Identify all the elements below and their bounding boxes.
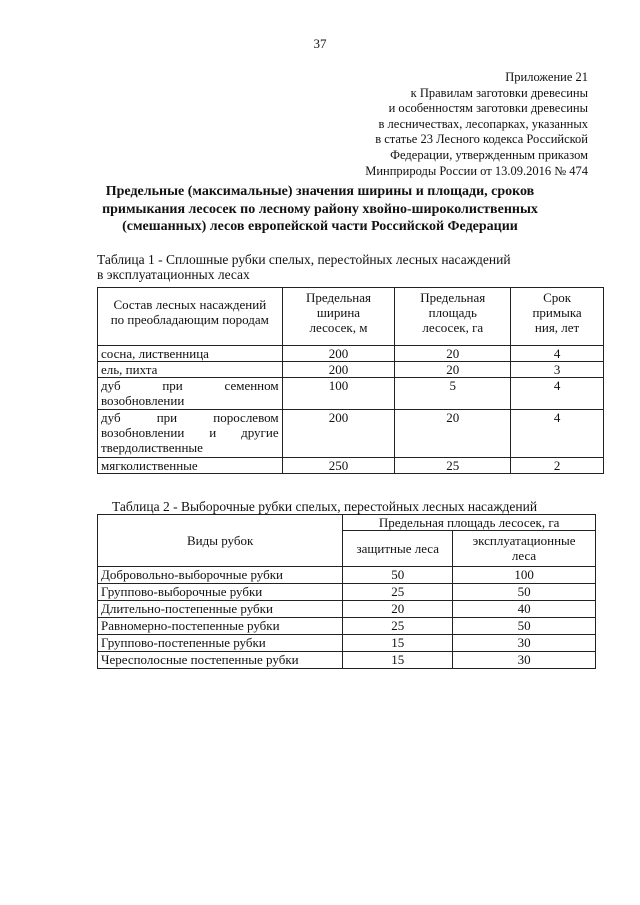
header-limit-area: Предельная площадь лесосек, га xyxy=(343,515,596,531)
header-area: Предельная площадь лесосек, га xyxy=(395,288,511,346)
protective-cell: 15 xyxy=(343,652,453,669)
header-cutting-types: Виды рубок xyxy=(98,515,343,567)
species-cell: мягколиственные xyxy=(98,458,283,474)
width-cell: 200 xyxy=(282,410,395,458)
operational-cell: 40 xyxy=(453,601,596,618)
protective-cell: 25 xyxy=(343,618,453,635)
cutting-type-cell: Группово-выборочные рубки xyxy=(98,584,343,601)
area-cell: 20 xyxy=(395,410,511,458)
operational-cell: 50 xyxy=(453,618,596,635)
species-cell: сосна, лиственница xyxy=(98,346,283,362)
operational-cell: 30 xyxy=(453,635,596,652)
table-selective-cutting xyxy=(97,514,596,669)
appendix-note xyxy=(365,70,588,179)
species-cell: дуб при порослевом возобновлении и другие твердолиственные xyxy=(98,410,283,458)
area-cell: 25 xyxy=(395,458,511,474)
table-clear-cutting xyxy=(97,287,604,474)
table1-header-row xyxy=(98,288,604,346)
term-cell: 4 xyxy=(511,410,604,458)
width-cell: 250 xyxy=(282,458,395,474)
table1-caption-line: в эксплуатационных лесах xyxy=(97,267,250,282)
area-cell: 5 xyxy=(395,378,511,410)
appendix-line: и особенностям заготовки древесины xyxy=(388,101,588,116)
table-row xyxy=(98,410,604,458)
table-row xyxy=(98,635,596,652)
table-row xyxy=(98,567,596,584)
term-cell: 3 xyxy=(511,362,604,378)
table2-caption: Таблица 2 - Выборочные рубки спелых, перестойных лесных насаждений xyxy=(112,499,538,514)
appendix-line: Приложение 21 xyxy=(505,70,588,84)
page-number: 37 xyxy=(313,36,327,51)
appendix-line: Минприроды России от 13.09.2016 № 474 xyxy=(365,163,588,178)
document-title xyxy=(90,183,550,236)
width-cell: 200 xyxy=(282,362,395,378)
species-cell: ель, пихта xyxy=(98,362,283,378)
appendix-line: в лесничествах, лесопарках, указанных xyxy=(378,116,588,131)
term-cell: 4 xyxy=(511,378,604,410)
operational-cell: 100 xyxy=(453,567,596,584)
table-row xyxy=(98,618,596,635)
area-cell: 20 xyxy=(395,362,511,378)
table1-caption xyxy=(97,252,511,282)
appendix-line: Федерации, утвержденным приказом xyxy=(390,147,588,162)
cutting-type-cell: Длительно-постепенные рубки xyxy=(98,601,343,618)
title-line: примыкания лесосек по лесному району хвойно-широколиственных xyxy=(102,201,538,217)
header-width: Предельная ширина лесосек, м xyxy=(282,288,395,346)
width-cell: 200 xyxy=(282,346,395,362)
table-row xyxy=(98,346,604,362)
species-cell: дуб при семенном возобновлении xyxy=(98,378,283,410)
table-row xyxy=(98,601,596,618)
term-cell: 4 xyxy=(511,346,604,362)
table-row xyxy=(98,458,604,474)
cutting-type-cell: Равномерно-постепенные рубки xyxy=(98,618,343,635)
header-term: Срок примыка ния, лет xyxy=(511,288,604,346)
table2-header-row xyxy=(98,515,596,531)
width-cell: 100 xyxy=(282,378,395,410)
cutting-type-cell: Добровольно-выборочные рубки xyxy=(98,567,343,584)
cutting-type-cell: Группово-постепенные рубки xyxy=(98,635,343,652)
protective-cell: 15 xyxy=(343,635,453,652)
title-line: Предельные (максимальные) значения ширины и площади, сроков xyxy=(105,184,535,199)
protective-cell: 25 xyxy=(343,584,453,601)
appendix-line: в статье 23 Лесного кодекса Российской xyxy=(375,132,588,147)
title-line: (смешанных) лесов европейской части Российской Федерации xyxy=(122,219,518,234)
header-operational-forests: эксплуатационные леса xyxy=(453,531,596,567)
operational-cell: 50 xyxy=(453,584,596,601)
area-cell: 20 xyxy=(395,346,511,362)
operational-cell: 30 xyxy=(453,652,596,669)
header-protective-forests: защитные леса xyxy=(343,531,453,567)
table-row xyxy=(98,378,604,410)
table-row xyxy=(98,362,604,378)
header-composition: Состав лесных насаждений по преобладающим породам xyxy=(98,288,283,346)
protective-cell: 20 xyxy=(343,601,453,618)
cutting-type-cell: Чересполосные постепенные рубки xyxy=(98,652,343,669)
appendix-line: к Правилам заготовки древесины xyxy=(410,85,588,100)
protective-cell: 50 xyxy=(343,567,453,584)
table1-caption-line: Таблица 1 - Сплошные рубки спелых, перестойных лесных насаждений xyxy=(97,252,511,267)
term-cell: 2 xyxy=(511,458,604,474)
table-row xyxy=(98,652,596,669)
table-row xyxy=(98,584,596,601)
